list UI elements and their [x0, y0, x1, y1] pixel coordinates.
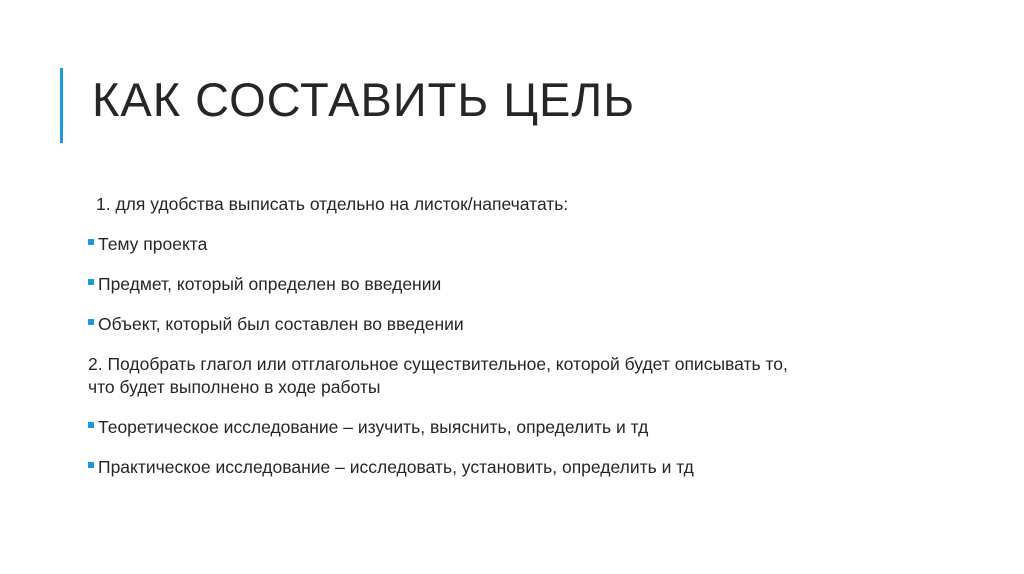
bullet-item [88, 416, 848, 439]
line-text: Тему проекта [98, 234, 208, 254]
square-bullet-icon [88, 239, 94, 245]
square-bullet-icon [88, 319, 94, 325]
line-text: 2. Подобрать глагол или отглагольное существительное, которой будет описывать то, что будет выполнено в ходе работы [88, 354, 788, 397]
bullet-item [88, 273, 848, 296]
square-bullet-icon [88, 279, 94, 285]
line-text: Объект, который был составлен во введении [98, 314, 464, 334]
line-text: Практическое исследование – исследовать, установить, определить и тд [98, 457, 694, 477]
square-bullet-icon [88, 462, 94, 468]
line-text: Предмет, который определен во введении [98, 274, 442, 294]
bullet-item [88, 233, 848, 256]
bullet-item [88, 313, 848, 336]
line-text: 1. для удобства выписать отдельно на листок/напечатать: [96, 194, 569, 214]
slide-body [88, 193, 848, 496]
slide-title: КАК СОСТАВИТЬ ЦЕЛЬ [92, 73, 636, 126]
bullet-item [88, 456, 848, 479]
step-1-text [88, 193, 848, 216]
step-2-text [88, 353, 808, 399]
title-accent-bar [60, 68, 63, 143]
line-text: Теоретическое исследование – изучить, выяснить, определить и тд [98, 417, 649, 437]
square-bullet-icon [88, 422, 94, 428]
